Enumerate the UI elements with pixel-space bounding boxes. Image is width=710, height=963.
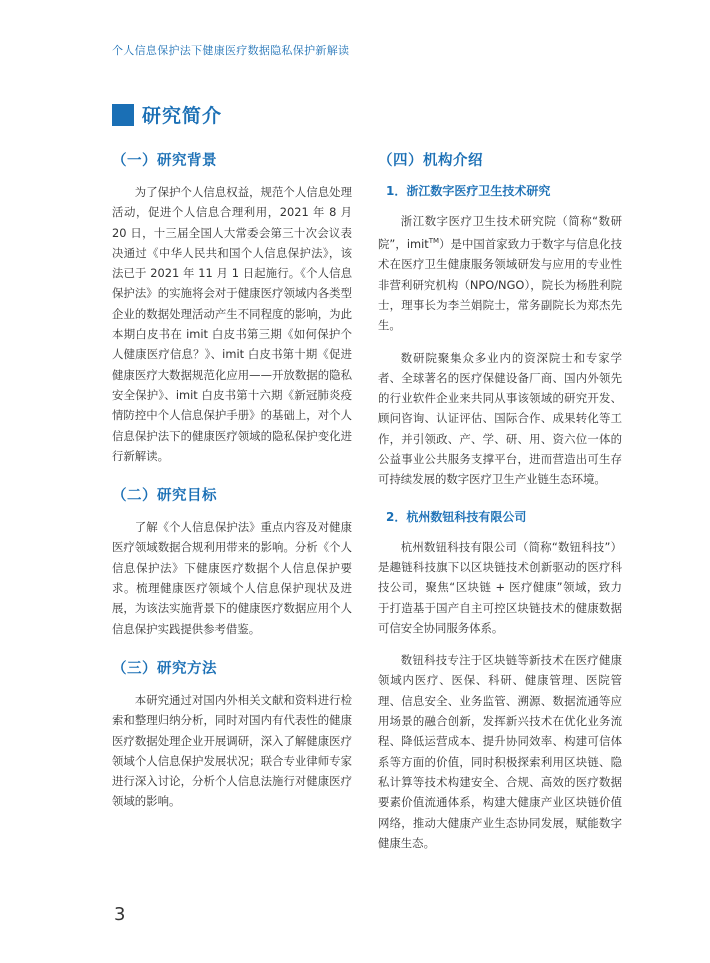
left-column [112,149,352,830]
section-goals-paragraph: 了解《个人信息保护法》重点内容及对健康医疗领域数据合规利用带来的影响。分析《个人信息保护法》下健康医疗数据个人信息保护要求。梳理健康医疗领域个人信息保护现状及进展，为该法实施背景下的健康医疗数据应用个人信息保护实践提供参考借鉴。 [112,520,352,636]
section-background-paragraph: 为了保护个人信息权益，规范个人信息处理活动，促进个人信息合理利用，2021 年 8 月 20 日，十三届全国人大常委会第三十次会议表决通过《中华人民共和国个人信息保护法》，该法已于 2021 年 11 月 1 日起施行。《个人信息保护法》的实施将会对于健康医疗领域内各类型企业的数据处理活动产生不同程度的影响，为此本期白皮书在 imit 白皮书第三期《如何保护个人健康医疗信息？》、imit 白皮书第十期《促进健康医疗大数据规范化应用——开放数据的隐私安全保护》、imit 白皮书第十六期《新冠肺炎疫情防控中个人信息保护手册》的基础上，对个人信息保护法下的健康医疗领域的隐私保护变化进行新解读。 [112,185,352,463]
section-heading-institutions: （四）机构介绍 [378,153,483,169]
org-hangzhou-paragraph-2: 数钮科技专注于区块链等新技术在医疗健康领域内医疗、医保、科研、健康管理、医院管理、信息安全、业务监管、溯源、数据流通等应用场景的融合创新，发挥新兴技术在优化业务流程、降低运营成本、提升协同效率、构建可信体系等方面的价值，同时积极探索利用区块链、隐私计算等技术构建安全、合规、高效的医疗数据要素价值流通体系，构建大健康产业区块链价值网络，推动大健康产业生态协同发展，赋能数字健康生态。 [378,653,622,850]
section-heading-goals: （二）研究目标 [112,488,217,505]
org-zhejiang-p1-after: ）是中国首家致力于数字与信息化技术在医疗卫生健康服务领域研发与应用的专业性非营利研究机构（NPO/NGO），院长为杨胜利院士，理事长为李兰娟院士，常务副院长为郑杰先生。 [378,237,622,333]
section-heading-methods: （三）研究方法 [112,660,217,677]
org-heading-zhejiang: 1．浙江数字医疗卫生技术研究 [386,184,551,198]
org-zhejiang-paragraph-2: 数研院聚集众多业内的资深院士和专家学者、全球著名的医疗保健设备厂商、国内外领先的行业软件企业来共同从事该领域的研究开发、顾问咨询、认证评估、国际合作、成果转化等工作，并引领政、产、学、研、用、资六位一体的公益事业公共服务支撑平台，进而营造出可生存可持续发展的数字医疗卫生产业链生态环境。 [378,350,622,487]
running-header: 个人信息保护法下健康医疗数据隐私保护新解读 [112,44,350,57]
org-zhejiang-p1-before: 浙江数字医疗卫生技术研究院（简称“数研院”，imit [378,214,622,252]
title-square-icon [112,104,134,126]
section-methods-paragraph: 本研究通过对国内外相关文献和资料进行检索和整理归纳分析，同时对国内有代表性的健康医疗数据处理企业开展调研，深入了解健康医疗领域个人信息保护发展状况；联合专业律师专家进行深入讨论，分析个人信息法施行对健康医疗领域的影响。 [112,692,352,809]
section-heading-background: （一）研究背景 [112,153,217,169]
trademark-superscript: TM [428,237,440,246]
org-zhejiang-paragraph-1 [378,211,622,336]
page-number: 3 [114,904,126,925]
right-column [378,149,622,871]
title-row [112,101,222,128]
org-hangzhou-paragraph-1: 杭州数钮科技有限公司（简称“数钮科技”）是趣链科技旗下以区块链技术创新驱动的医疗科技公司，聚焦“区块链 + 医疗健康”领域，致力于打造基于国产自主可控区块链技术的健康数据可信安全协同服务体系。 [378,539,622,635]
org-heading-hangzhou: 2．杭州数钮科技有限公司 [386,509,527,524]
page-title: 研究简介 [142,105,223,127]
